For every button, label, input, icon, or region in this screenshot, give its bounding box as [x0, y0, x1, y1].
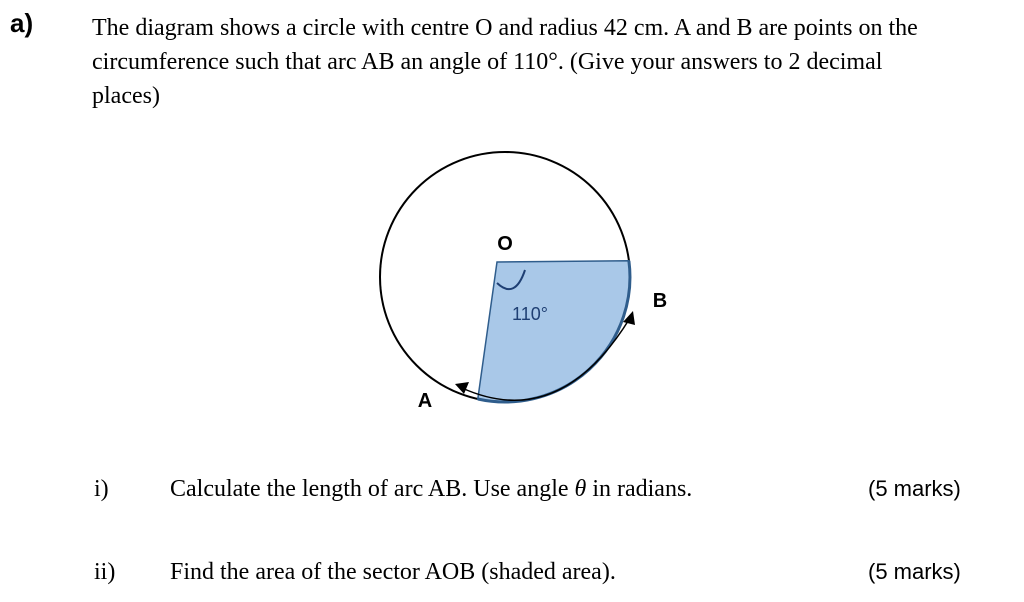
point-label-a: A: [417, 390, 433, 412]
part-i-number: i): [94, 476, 109, 502]
intro-line-2: circumference such that arc AB an angle of 110°. (Give your answers to 2 decimal: [92, 49, 883, 75]
part-ii-number: ii): [94, 559, 116, 585]
shaded-sector: [478, 261, 630, 402]
intro-line-3: places): [92, 83, 160, 109]
point-label-b: B: [652, 290, 668, 312]
angle-label: 110°: [512, 304, 548, 324]
center-label-o: O: [497, 233, 513, 255]
part-i-text: [170, 474, 692, 504]
intro-line-1: The diagram shows a circle with centre O and radius 42 cm. A and B are points on the: [92, 15, 918, 41]
question-label: a): [10, 8, 34, 38]
part-i-marks: (5 marks): [868, 476, 961, 501]
part-ii-marks: (5 marks): [868, 559, 961, 584]
theta-symbol: θ: [574, 476, 587, 502]
part-i-text-after: in radians.: [586, 476, 693, 502]
part-ii-text: Find the area of the sector AOB (shaded area).: [170, 559, 616, 585]
part-i-text-before: Calculate the length of arc AB. Use angle: [170, 476, 575, 502]
